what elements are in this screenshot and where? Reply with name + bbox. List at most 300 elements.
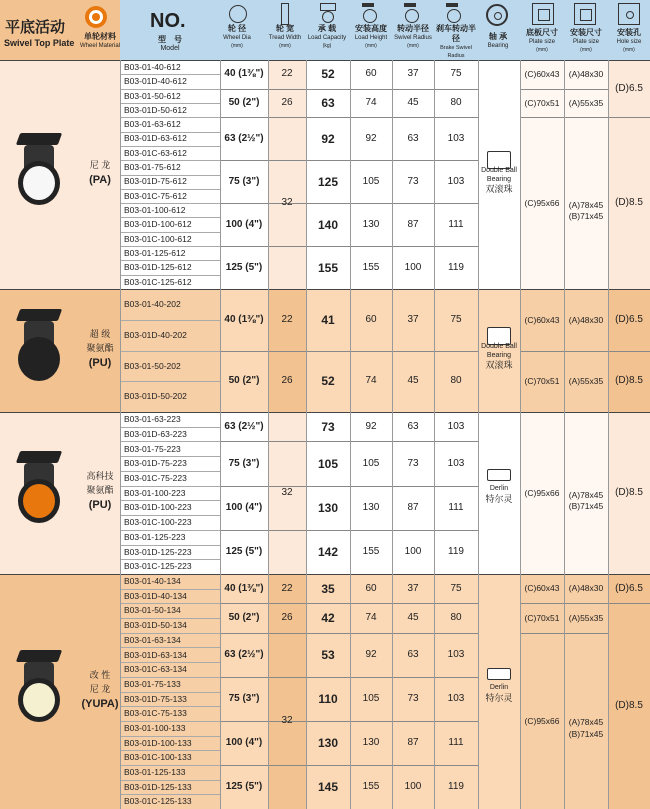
wheel-dia-value: 50 (2")	[228, 612, 260, 624]
brake-radius-value: 119	[448, 780, 464, 792]
wheel-dia-value: 63 (2½")	[224, 648, 264, 660]
hole-size-value: (D)6.5	[615, 582, 643, 594]
row-divider	[120, 706, 220, 707]
wheel-dia-value: 40 (1⅜")	[224, 313, 264, 325]
swivel-radius-value: 63	[407, 132, 419, 144]
group-divider	[608, 603, 650, 604]
load-capacity-value: 125	[317, 174, 339, 189]
model-number: B03-01C-63-134	[124, 664, 187, 675]
row-divider	[120, 633, 220, 634]
load-height-value: 60	[365, 313, 377, 325]
model-number: B03-01D-40-134	[124, 590, 187, 601]
section-divider	[0, 289, 650, 290]
wheel-material-label: 聚氨酯	[86, 342, 114, 353]
model-number: B03-01C-125-612	[124, 276, 192, 287]
section-divider	[0, 412, 650, 413]
load-height-value: 155	[362, 261, 380, 273]
mount-size-value: (A)78x45	[568, 717, 604, 728]
swivel-radius-value: 45	[407, 375, 419, 387]
load-capacity-value: 92	[321, 131, 335, 146]
wheel-dia-value: 100 (4")	[225, 501, 263, 513]
model-number: B03-01-40-612	[124, 61, 181, 72]
load-height-value: 74	[365, 96, 377, 108]
wheel-dia-header: 轮 径 Wheel Dia (mm)	[223, 24, 251, 50]
model-number: B03-01D-63-223	[124, 428, 187, 439]
caster-image	[16, 650, 62, 662]
load-capacity-value: 110	[318, 691, 338, 706]
mount-size-value: (A)48x30	[568, 314, 604, 325]
wheel-dia-value: 100 (4")	[225, 736, 263, 748]
plate-size-value: (C)70x51	[524, 376, 560, 386]
row-divider	[120, 320, 220, 321]
wheel-material-label: 尼 龙	[89, 683, 111, 694]
wheel-material-label: (YUPA)	[81, 697, 119, 710]
group-divider	[220, 203, 478, 204]
model-number: B03-01C-75-223	[124, 473, 187, 484]
load-capacity-value: 52	[321, 374, 335, 389]
swivel-radius-value: 73	[407, 692, 419, 704]
group-divider	[220, 486, 478, 487]
group-divider	[268, 351, 306, 352]
load-height-icon	[360, 3, 378, 23]
plate-size-value: (C)60x43	[524, 314, 560, 325]
plate-size-value: (C)70x51	[524, 612, 560, 623]
row-divider	[120, 589, 220, 590]
section-divider	[0, 574, 650, 575]
plate-size-value: (C)95x66	[524, 487, 560, 498]
row-divider	[120, 275, 220, 276]
tread-width-value: 22	[281, 68, 293, 80]
wheel-material-header: 单轮材料 Wheel Material	[80, 32, 121, 50]
plate-size-value: (C)95x66	[524, 715, 560, 726]
bearing-header: 轴 承 Bearing	[487, 32, 509, 50]
bearing-label-cn: 特尔灵	[485, 692, 513, 703]
wheel-material-label: 聚氨酯	[86, 485, 114, 495]
brake-radius-value: 103	[447, 132, 465, 144]
hole-size-value: (D)6.5	[615, 82, 643, 94]
mount-size-value-b: (B)71x45	[568, 728, 604, 739]
brake-radius-icon	[442, 3, 464, 23]
hole-size-header: 安装孔 Hole size (mm)	[616, 28, 642, 54]
load-height-value: 60	[365, 582, 377, 594]
group-divider	[268, 603, 306, 604]
group-divider	[268, 117, 306, 118]
model-number: B03-01D-125-612	[124, 262, 192, 273]
bearing-label-en: Derlin	[489, 683, 509, 691]
tread-width-value: 32	[281, 197, 293, 209]
plate-size-header: 底板尺寸 Plate size (mm)	[526, 28, 558, 54]
load-height-value: 105	[362, 692, 380, 704]
group-divider	[220, 721, 478, 722]
model-number: B03-01D-125-133	[124, 781, 192, 792]
tread-width-value: 22	[281, 582, 293, 594]
model-number: B03-01D-50-202	[124, 391, 187, 402]
brake-radius-value: 75	[450, 582, 462, 594]
brand-logo-icon	[85, 6, 107, 28]
load-height-value: 105	[362, 175, 380, 187]
brake-radius-value: 80	[450, 612, 462, 624]
wheel-dia-value: 125 (5")	[225, 261, 263, 273]
model-number: B03-01-125-133	[124, 767, 186, 778]
model-number: B03-01-40-134	[124, 576, 181, 587]
model-number: B03-01C-100-223	[124, 517, 192, 528]
bearing-label-cn: 双滚珠	[485, 183, 513, 194]
row-divider	[120, 175, 220, 176]
mount-size-value-b: (B)71x45	[568, 501, 604, 511]
row-divider	[120, 692, 220, 693]
bearing-label-cn: 双滚珠	[485, 359, 513, 370]
row-divider	[120, 545, 220, 546]
load-height-value: 130	[362, 218, 380, 230]
group-divider	[220, 246, 478, 247]
tread-width-header: 轮 宽 Tread Width (mm)	[268, 24, 302, 50]
hole-size-value: (D)8.5	[615, 375, 643, 387]
bearing-label-cn: 特尔灵	[485, 494, 513, 504]
tread-width-value: 22	[281, 313, 293, 325]
row-divider	[120, 618, 220, 619]
column-divider	[392, 60, 393, 809]
swivel-radius-value: 45	[407, 612, 419, 624]
wheel-dia-value: 63 (2½")	[224, 420, 264, 432]
row-divider	[120, 203, 220, 204]
group-divider	[220, 117, 478, 118]
model-number: B03-01D-75-133	[124, 693, 187, 704]
load-height-value: 92	[365, 132, 377, 144]
load-height-value: 92	[365, 420, 377, 432]
row-divider	[120, 530, 220, 531]
swivel-radius-value: 87	[407, 218, 419, 230]
model-number: B03-01C-125-133	[124, 796, 192, 807]
wheel-dia-value: 125 (5")	[225, 545, 263, 557]
load-capacity-value: 42	[321, 611, 335, 626]
row-divider	[120, 260, 220, 261]
load-height-header: 安装高度 Load Height (mm)	[354, 24, 388, 50]
row-divider	[120, 750, 220, 751]
wheel-material-label: 超 级	[89, 328, 111, 339]
caster-image	[16, 309, 62, 321]
load-capacity-value: 35	[321, 581, 335, 596]
row-divider	[120, 232, 220, 233]
column-divider	[268, 60, 269, 809]
load-height-value: 130	[362, 736, 380, 748]
group-divider	[268, 89, 306, 90]
mount-size-value: (A)48x30	[568, 583, 604, 594]
wheel-dia-value: 125 (5")	[225, 780, 263, 792]
row-divider	[120, 441, 220, 442]
wheel-material-label: 尼 龙	[89, 159, 111, 170]
tread-width-value: 32	[281, 714, 293, 726]
model-number: B03-01D-125-223	[124, 546, 192, 557]
row-divider	[120, 677, 220, 678]
swivel-radius-value: 37	[407, 582, 419, 594]
load-capacity-value: 41	[321, 312, 335, 327]
brake-radius-value: 103	[447, 457, 465, 469]
hole-size-value: (D)8.5	[615, 197, 643, 209]
brake-radius-value: 103	[447, 420, 465, 432]
model-number: B03-01D-100-223	[124, 502, 192, 513]
no-label: NO.	[150, 10, 186, 32]
caster-wheel-image	[18, 678, 60, 722]
column-divider	[220, 60, 221, 809]
model-number: B03-01D-50-612	[124, 104, 187, 115]
row-divider	[120, 146, 220, 147]
model-number: B03-01D-63-612	[124, 133, 187, 144]
model-number: B03-01C-125-223	[124, 561, 192, 572]
bearing-label-en: Double Ball	[481, 166, 517, 174]
model-number: B03-01-50-202	[124, 360, 181, 371]
plate-size-value: (C)60x43	[524, 69, 560, 80]
section-divider	[0, 60, 650, 61]
row-divider	[120, 74, 220, 75]
derlin-bearing-icon	[487, 668, 511, 680]
load-height-value: 92	[365, 648, 377, 660]
caster-wheel-image	[18, 337, 60, 381]
mount-size-value: (A)55x35	[568, 97, 604, 108]
load-capacity-value: 155	[317, 260, 339, 275]
model-number: B03-01D-40-612	[124, 76, 187, 87]
load-capacity-value: 105	[317, 456, 339, 471]
load-height-value: 155	[362, 780, 380, 792]
model-number: B03-01D-100-133	[124, 737, 192, 748]
row-divider	[120, 647, 220, 648]
caster-wheel-image	[18, 161, 60, 205]
brake-radius-value: 119	[448, 545, 464, 557]
model-number: B03-01-75-223	[124, 443, 181, 454]
row-divider	[120, 189, 220, 190]
title-cn: 平底活动	[5, 19, 66, 36]
group-divider	[220, 633, 478, 634]
row-divider	[120, 515, 220, 516]
swivel-radius-value: 87	[407, 736, 419, 748]
caster-image	[16, 133, 62, 145]
load-capacity-value: 73	[321, 419, 335, 434]
wheel-dia-value: 40 (1⅜")	[224, 68, 264, 80]
row-divider	[120, 780, 220, 781]
column-divider	[120, 60, 121, 809]
row-divider	[120, 89, 220, 90]
derlin-bearing-icon	[487, 469, 511, 481]
model-number: B03-01D-100-612	[124, 219, 192, 230]
caster-wheel-image	[18, 479, 60, 523]
model-number: B03-01D-75-223	[124, 458, 187, 469]
bearing-label-en: Double Ball	[481, 342, 517, 350]
model-number: B03-01D-75-612	[124, 176, 187, 187]
model-number: B03-01-63-612	[124, 119, 181, 130]
model-number: B03-01-75-133	[124, 678, 181, 689]
swivel-radius-value: 100	[404, 780, 422, 792]
plate-size-icon	[532, 3, 554, 25]
swivel-radius-value: 73	[407, 457, 419, 469]
wheel-dia-value: 75 (3")	[228, 175, 260, 187]
bearing-label-en2: Bearing	[486, 351, 512, 359]
tread-width-value: 26	[281, 612, 293, 624]
row-divider	[120, 103, 220, 104]
caster-image	[16, 451, 62, 463]
wheel-dia-value: 75 (3")	[228, 457, 260, 469]
hole-size-value: (D)6.5	[615, 313, 643, 325]
brake-radius-value: 80	[450, 96, 462, 108]
group-divider	[220, 351, 478, 352]
swivel-radius-value: 100	[404, 545, 422, 557]
column-divider	[608, 60, 609, 809]
row-divider	[120, 486, 220, 487]
wheel-dia-icon	[229, 5, 247, 23]
model-number: B03-01-63-134	[124, 634, 181, 645]
swivel-radius-icon	[400, 3, 422, 23]
swivel-radius-value: 87	[407, 501, 419, 513]
load-capacity-header: 承 载 Load Capacity (kg)	[307, 24, 347, 50]
column-divider	[350, 60, 351, 809]
load-height-value: 74	[365, 612, 377, 624]
column-divider	[520, 60, 521, 809]
row-divider	[120, 765, 220, 766]
wheel-material-label: (PU)	[88, 499, 112, 511]
mount-size-value: (A)55x35	[568, 612, 604, 623]
load-capacity-value: 145	[317, 779, 339, 794]
model-number: B03-01-100-223	[124, 487, 186, 498]
hole-size-value: (D)8.5	[615, 487, 643, 498]
model-number: B03-01-100-133	[124, 722, 186, 733]
model-number: B03-01-125-612	[124, 247, 186, 258]
row-divider	[120, 736, 220, 737]
mount-size-value: (A)48x30	[568, 69, 604, 80]
brake-radius-value: 75	[450, 313, 462, 325]
column-divider	[564, 60, 565, 809]
load-capacity-value: 142	[317, 544, 339, 559]
bearing-icon	[486, 4, 508, 26]
brake-radius-header: 刹车转动半径 Brake Swivel Radius	[436, 24, 476, 60]
brake-radius-value: 119	[448, 261, 464, 273]
title-en: Swivel Top Plate	[4, 38, 75, 48]
group-divider	[220, 530, 478, 531]
row-divider	[120, 117, 220, 118]
tread-width-value: 32	[281, 487, 293, 498]
row-divider	[120, 351, 220, 352]
brake-radius-value: 103	[447, 648, 465, 660]
model-number: B03-01-63-223	[124, 414, 181, 425]
group-divider	[608, 351, 650, 352]
group-divider	[268, 633, 306, 634]
model-number: B03-01C-75-133	[124, 708, 187, 719]
group-divider	[220, 677, 478, 678]
wheel-material-label: (PA)	[89, 173, 111, 186]
wheel-dia-value: 50 (2")	[228, 96, 260, 108]
load-height-value: 155	[362, 545, 380, 557]
mount-size-value: (A)55x35	[568, 376, 604, 386]
load-capacity-value: 140	[317, 217, 339, 232]
swivel-radius-value: 100	[404, 261, 422, 273]
brake-radius-value: 103	[447, 692, 465, 704]
load-height-value: 105	[362, 457, 380, 469]
row-divider	[120, 603, 220, 604]
row-divider	[120, 456, 220, 457]
model-header: 型 号 Model	[158, 35, 182, 53]
plate-size-value: (C)95x66	[524, 197, 560, 208]
brake-radius-value: 75	[450, 68, 462, 80]
brake-radius-value: 111	[448, 218, 464, 230]
row-divider	[120, 662, 220, 663]
row-divider	[120, 132, 220, 133]
row-divider	[120, 160, 220, 161]
brake-radius-value: 111	[448, 501, 464, 513]
wheel-dia-value: 40 (1⅜")	[224, 582, 264, 594]
column-divider	[478, 60, 479, 809]
row-divider	[120, 246, 220, 247]
tread-width-icon	[281, 3, 289, 25]
row-divider	[120, 721, 220, 722]
swivel-radius-value: 37	[407, 68, 419, 80]
brake-radius-value: 103	[447, 175, 465, 187]
tread-width-value: 26	[281, 96, 293, 108]
row-divider	[120, 559, 220, 560]
wheel-dia-value: 75 (3")	[228, 692, 260, 704]
model-number: B03-01-50-612	[124, 90, 181, 101]
mount-size-value: (A)78x45	[568, 489, 604, 500]
model-number: B03-01-40-202	[124, 299, 181, 310]
bearing-label-en2: Bearing	[486, 175, 512, 183]
load-height-value: 130	[362, 501, 380, 513]
group-divider	[220, 89, 478, 90]
swivel-radius-value: 63	[407, 648, 419, 660]
model-number: B03-01D-50-134	[124, 620, 187, 631]
row-divider	[120, 381, 220, 382]
column-divider	[306, 60, 307, 809]
hole-size-value: (D)8.5	[615, 700, 643, 712]
tread-width-value: 26	[281, 375, 293, 387]
swivel-radius-header: 转动半径 Swivel Radius (mm)	[394, 24, 432, 50]
bearing-label-en: Derlin	[489, 485, 509, 492]
group-divider	[220, 603, 478, 604]
row-divider	[120, 500, 220, 501]
load-height-value: 74	[365, 375, 377, 387]
row-divider	[120, 217, 220, 218]
model-number: B03-01-100-612	[124, 205, 186, 216]
load-capacity-icon	[320, 3, 334, 23]
group-divider	[608, 117, 650, 118]
column-divider	[434, 60, 435, 809]
wheel-material-label: (PU)	[88, 356, 112, 369]
swivel-radius-value: 45	[407, 96, 419, 108]
model-number: B03-01C-75-612	[124, 190, 187, 201]
group-divider	[220, 441, 478, 442]
model-number: B03-01D-63-134	[124, 649, 187, 660]
wheel-material-label: 改 性	[89, 669, 111, 680]
model-number: B03-01C-100-612	[124, 233, 192, 244]
load-capacity-value: 130	[317, 735, 339, 750]
group-divider	[220, 765, 478, 766]
wheel-dia-value: 63 (2½")	[224, 132, 264, 144]
plate-size-value: (C)60x43	[524, 583, 560, 594]
mount-size-header: 安装尺寸 Plate size (mm)	[570, 28, 602, 54]
load-capacity-value: 52	[321, 67, 335, 82]
table-header	[0, 0, 650, 60]
plate-size-value: (C)70x51	[524, 97, 560, 108]
load-capacity-value: 63	[321, 95, 335, 110]
brake-radius-value: 111	[448, 736, 464, 748]
wheel-dia-value: 50 (2")	[228, 375, 260, 387]
load-height-value: 60	[365, 68, 377, 80]
model-number: B03-01C-100-133	[124, 752, 192, 763]
swivel-radius-value: 73	[407, 175, 419, 187]
mount-size-icon	[574, 3, 596, 25]
load-capacity-value: 130	[317, 500, 339, 515]
brake-radius-value: 80	[450, 375, 462, 387]
mount-size-value: (A)78x45	[568, 199, 604, 210]
model-number: B03-01-125-223	[124, 531, 186, 542]
load-capacity-value: 53	[321, 647, 335, 662]
row-divider	[120, 794, 220, 795]
hole-size-icon	[618, 3, 640, 25]
